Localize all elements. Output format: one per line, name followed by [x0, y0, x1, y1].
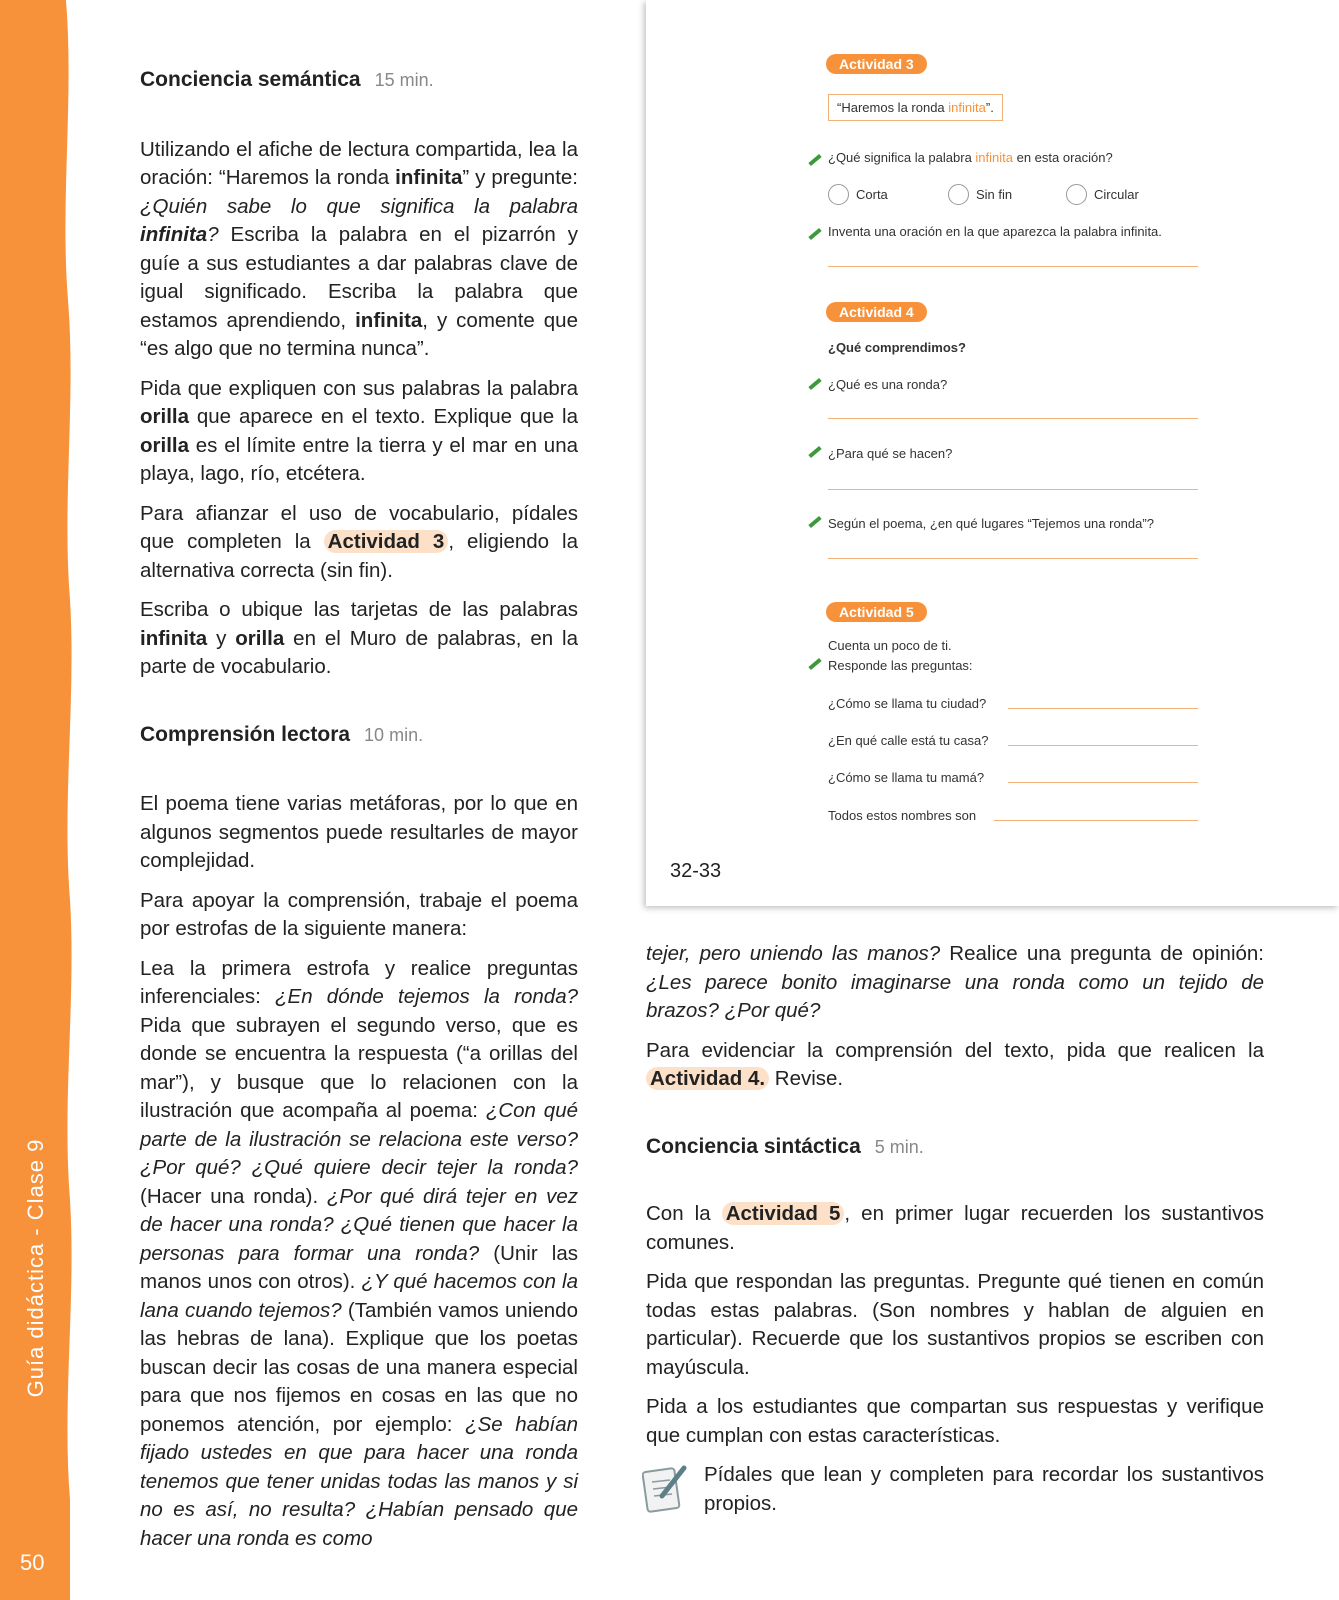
pencil-icon — [808, 378, 821, 390]
left-column — [140, 66, 578, 1564]
section-heading-semantica — [140, 66, 578, 95]
activity-4-question-1: ¿Qué es una ronda? — [828, 377, 948, 392]
activity-highlight: Actividad 4. — [646, 1067, 769, 1090]
paragraph: El poema tiene varias metáforas, por lo que en algunos segmentos puede resultarles de mayor complejidad. — [140, 792, 578, 872]
activity-5-question-1: ¿Cómo se llama tu ciudad? — [828, 696, 987, 711]
answer-line — [828, 266, 1198, 267]
option-label: Corta — [856, 187, 888, 202]
paragraph: Lea la primera estrofa y realice preguntas inferenciales: ¿En dónde tejemos la ronda? Pida que subrayen el segundo verso, que es donde se encuentra la respuesta (“a orillas del mar”), y busque que lo relacionen con la ilustración que acompaña al poema: ¿Con qué parte de la ilustración se relaciona este verso? ¿Por qué? ¿Qué quiere decir tejer la ronda? (Hacer una ronda). ¿Por qué dirá tejer en vez de hacer una ronda? ¿Qué tienen que hacer la personas para formar una ronda? (Unir las manos unos con otros). ¿Y qué hacemos con la lana cuando tejemos? (También vamos uniendo las hebras de lana). Explique que los poetas buscan decir las cosas de una manera especial para que nos fijemos en cosas en las que no ponemos atención, por ejemplo: ¿Se habían fijado ustedes en que para hacer una ronda tenemos que tener unidas todas las manos y si no es así, no resulta? ¿Habían pensado que hacer una ronda es como — [140, 956, 579, 1550]
activity-3-question-2: Inventa una oración en la que aparezca la palabra infinita. — [828, 224, 1162, 239]
pencil-icon — [808, 446, 821, 458]
notebook-pencil-icon — [642, 1462, 688, 1514]
radio-option-corta[interactable] — [828, 184, 849, 205]
pencil-icon — [808, 516, 821, 528]
section-title: Comprensión lectora — [140, 722, 351, 746]
option-label: Circular — [1094, 187, 1139, 202]
answer-line — [1008, 708, 1198, 709]
sidebar-label: Guía didáctica - Clase 9 — [23, 1138, 48, 1398]
right-column — [646, 940, 1264, 1529]
paragraph: Para evidenciar la comprensión del texto, pida que realicen la Actividad 4. Revise. — [646, 1038, 1264, 1090]
paragraph: Para afianzar el uso de vocabulario, pídales que completen la Actividad 3 , eligiendo la alternativa correcta (sin fin). — [140, 501, 578, 582]
pencil-icon — [808, 154, 821, 166]
option-label: Sin fin — [976, 187, 1013, 202]
activity-3-badge: Actividad 3 — [826, 54, 927, 74]
radio-option-circular[interactable] — [1066, 184, 1087, 205]
activity-5-question-2: ¿En qué calle está tu casa? — [828, 733, 989, 748]
activity-3-question-1: ¿Qué significa la palabra infinita en esta oración? — [828, 150, 1113, 165]
activity-5-question-3: ¿Cómo se llama tu mamá? — [828, 770, 985, 785]
activity-5-instruction: Responde las preguntas: — [828, 658, 973, 673]
sidebar — [0, 0, 72, 1600]
section-title: Conciencia semántica — [140, 68, 361, 91]
activity-5-badge: Actividad 5 — [826, 602, 927, 622]
section-time: 15 min. — [374, 70, 434, 90]
activity-4-question-2: ¿Para qué se hacen? — [828, 446, 953, 461]
pencil-icon — [808, 228, 821, 240]
section-time: 5 min. — [874, 1136, 924, 1157]
workbook-page-preview — [646, 0, 1339, 906]
activity-highlight: Actividad 3 — [324, 530, 449, 553]
paragraph: Con la Actividad 5 , en primer lugar recuerden los sustantivos comunes. — [646, 1202, 1264, 1254]
activity-4-badge: Actividad 4 — [826, 302, 927, 322]
page-number: 50 — [20, 1550, 45, 1575]
paragraph: Pida que respondan las preguntas. Pregunte qué tienen en común todas estas palabras. (Son nombres y hablan de alguien en particular). Recuerde que los sustantivos propios se escriben con mayúscula. — [646, 1270, 1264, 1379]
paragraph-note: Pídales que lean y completen para recordar los sustantivos propios. — [704, 1463, 1264, 1515]
answer-line — [828, 418, 1198, 419]
paragraph: Para apoyar la comprensión, trabaje el poema por estrofas de la siguiente manera: — [140, 888, 578, 940]
activity-4-title: ¿Qué comprendimos? — [828, 340, 966, 355]
pencil-icon — [808, 658, 821, 670]
answer-line — [1008, 782, 1198, 783]
paragraph: Pida que expliquen con sus palabras la palabra orilla que aparece en el texto. Explique que la orilla es el límite entre la tierra y el mar en una playa, lago, río, etcétera. — [140, 376, 578, 485]
section-time: 10 min. — [364, 724, 424, 745]
radio-option-sin-fin[interactable] — [948, 184, 969, 205]
activity-5-intro: Cuenta un poco de ti. — [828, 638, 952, 653]
paragraph: tejer, pero uniendo las manos? Realice una pregunta de opinión: ¿Les parece bonito imaginarse una ronda como un tejido de brazos? ¿Por qué? — [646, 942, 1264, 1022]
paragraph: Escriba o ubique las tarjetas de las palabras infinita y orilla en el Muro de palabras, en la parte de vocabulario. — [140, 598, 578, 678]
section-heading-sintactica — [646, 1133, 1264, 1162]
activity-5-question-4: Todos estos nombres son — [828, 808, 977, 823]
activity-4-question-3: Según el poema, ¿en qué lugares “Tejemos una ronda”? — [828, 516, 1154, 531]
activity-highlight: Actividad 5 — [722, 1202, 845, 1225]
answer-line — [828, 489, 1198, 490]
section-heading-comprension — [140, 721, 578, 750]
activity-3-quote: “Haremos la ronda infinita”. — [828, 94, 1003, 121]
answer-line — [828, 558, 1198, 559]
page-reference: 32-33 — [670, 860, 722, 882]
answer-line — [1008, 745, 1198, 746]
paragraph: Pida a los estudiantes que compartan sus respuestas y verifique que cumplan con estas características. — [646, 1395, 1264, 1447]
answer-line — [994, 820, 1198, 821]
section-title: Conciencia sintáctica — [646, 1134, 861, 1158]
paragraph: Utilizando el afiche de lectura compartida, lea la oración: “Haremos la ronda infinita” y pregunte: ¿Quién sabe lo que significa la palabra infinita? Escriba la palabra en el pizarrón y guíe a sus estudiantes a dar palabras clave de igual significado. Escriba la palabra que estamos aprendiendo, infinita, y comente que “es algo que no termina nunca”. — [140, 137, 578, 360]
